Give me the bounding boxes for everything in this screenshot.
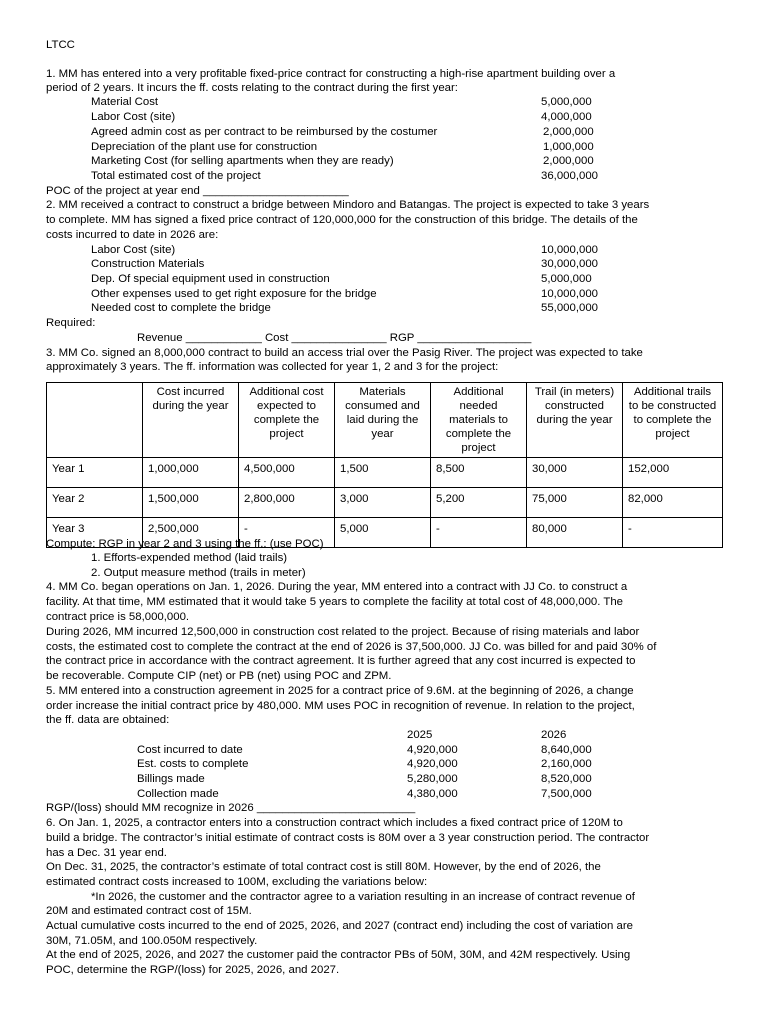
table-cell: 1,000,000 (143, 458, 239, 488)
q1-item-amount: 36,000,000 (541, 170, 599, 182)
table-cell: 2,800,000 (239, 488, 335, 518)
q6-line: 20M and estimated contract cost of 15M. (46, 905, 252, 917)
q6-line: 30M, 71.05M, and 100.050M respectively. (46, 935, 258, 947)
table-header-row (47, 383, 723, 458)
q4-line: 4. MM Co. began operations on Jan. 1, 2026. During the year, MM entered into a contract with JJ Co. to construct a (46, 581, 628, 593)
q2-intro-line: costs incurred to date in 2026 are: (46, 229, 219, 241)
q2-required-label: Required: (46, 317, 96, 329)
q1-item-label: Total estimated cost of the project (91, 170, 261, 182)
table-cell: 80,000 (527, 518, 623, 548)
q2-item-label: Other expenses used to get right exposure for the bridge (91, 288, 377, 300)
q1-item-amount: 4,000,000 (541, 111, 592, 123)
q2-answer-line: Revenue ____________ Cost _______________ RGP __________________ (137, 332, 532, 344)
q5-row-label: Billings made (137, 773, 205, 785)
q5-line: the ff. data are obtained: (46, 714, 170, 726)
q4-line: costs, the estimated cost to complete the contract at the end of 2026 is 37,500,000. JJ Co. was billed for and paid 30% of (46, 641, 657, 653)
q5-line: order increase the initial contract price by 480,000. MM uses POC in recognition of revenue. In relation to the project, (46, 700, 635, 712)
table-cell: 2,500,000 (143, 518, 239, 548)
q5-year-header: 2026 (541, 729, 567, 741)
q1-item-label: Marketing Cost (for selling apartments when they are ready) (91, 155, 394, 167)
q5-row-value: 4,380,000 (407, 788, 458, 800)
q1-question: POC of the project at year end _______________________ (46, 185, 349, 197)
q4-line: contract price is 58,000,000. (46, 611, 190, 623)
q6-line: Actual cumulative costs incurred to the end of 2025, 2026, and 2027 (contract end) including the cost of variation are (46, 920, 633, 932)
q5-year-header: 2025 (407, 729, 433, 741)
table-row (47, 488, 723, 518)
q2-item-label: Construction Materials (91, 258, 205, 270)
table-cell: - (623, 518, 723, 548)
q5-question: RGP/(loss) should MM recognize in 2026 _________________________ (46, 802, 416, 814)
q5-row-value: 2,160,000 (541, 758, 592, 770)
q4-line: facility. At that time, MM estimated that it would take 5 years to complete the facility at total cost of 48,000,000. The (46, 596, 623, 608)
table-cell: 5,000 (335, 518, 431, 548)
table-header-cell: Cost incurred during the year (143, 383, 239, 458)
q5-row-value: 4,920,000 (407, 744, 458, 756)
q5-row-label: Cost incurred to date (137, 744, 243, 756)
q5-line: 5. MM entered into a construction agreement in 2025 for a contract price of 9.6M. at the beginning of 2026, a change (46, 685, 634, 697)
q6-line: POC, determine the RGP/(loss) for 2025, 2026, and 2027. (46, 964, 340, 976)
q5-row-label: Collection made (137, 788, 219, 800)
q3-method-item: 2. Output measure method (trails in meter) (91, 567, 306, 579)
table-cell: - (431, 518, 527, 548)
table-header-cell (47, 383, 143, 458)
q5-row-label: Est. costs to complete (137, 758, 249, 770)
q5-row-value: 4,920,000 (407, 758, 458, 770)
q1-item-label: Agreed admin cost as per contract to be reimbursed by the costumer (91, 126, 438, 138)
q2-intro-line: to complete. MM has signed a fixed price contract of 120,000,000 for the construction of this bridge. The details of the (46, 214, 638, 226)
q5-row-value: 8,520,000 (541, 773, 592, 785)
q1-item-amount: 2,000,000 (543, 126, 594, 138)
q2-item-amount: 10,000,000 (541, 244, 599, 256)
q4-line: During 2026, MM incurred 12,500,000 in construction cost related to the project. Because of rising materials and labor (46, 626, 640, 638)
q1-item-amount: 2,000,000 (543, 155, 594, 167)
q1-item-amount: 1,000,000 (543, 141, 594, 153)
table-cell: 30,000 (527, 458, 623, 488)
q1-item-label: Material Cost (91, 96, 159, 108)
q2-item-amount: 10,000,000 (541, 288, 599, 300)
q6-line: build a bridge. The contractor’s initial estimate of contract costs is 80M over a 3 year construction period. The contractor (46, 832, 650, 844)
q6-line: At the end of 2025, 2026, and 2027 the customer paid the contractor PBs of 50M, 30M, and 42M respectively. Using (46, 949, 631, 961)
q6-line: *In 2026, the customer and the contractor agree to a variation resulting in an increase of contract revenue of (91, 891, 635, 903)
q1-item-amount: 5,000,000 (541, 96, 592, 108)
q1-intro-line: 1. MM has entered into a very profitable fixed-price contract for constructing a high-rise apartment building over a (46, 68, 616, 80)
table-cell: 5,200 (431, 488, 527, 518)
table-cell: Year 3 (47, 518, 143, 548)
q1-item-label: Labor Cost (site) (91, 111, 176, 123)
table-header-cell: Trail (in meters) constructed during the year (527, 383, 623, 458)
table-cell: 8,500 (431, 458, 527, 488)
q2-item-amount: 30,000,000 (541, 258, 599, 270)
table-cell: 1,500,000 (143, 488, 239, 518)
q5-row-value: 8,640,000 (541, 744, 592, 756)
table-header-cell: Additional trails to be constructed to complete the project (623, 383, 723, 458)
table-cell: Year 1 (47, 458, 143, 488)
q5-row-value: 7,500,000 (541, 788, 592, 800)
table-header-cell: Materials consumed and laid during the year (335, 383, 431, 458)
q1-item-label: Depreciation of the plant use for construction (91, 141, 318, 153)
q4-line: the contract price in accordance with the contract agreement. It is further agreed that any cost incurred is expected to (46, 655, 636, 667)
table-cell: 82,000 (623, 488, 723, 518)
q1-intro-line: period of 2 years. It incurs the ff. costs relating to the contract during the first year: (46, 82, 458, 94)
q2-item-label: Needed cost to complete the bridge (91, 302, 271, 314)
table-cell: - (239, 518, 335, 548)
q2-intro-line: 2. MM received a contract to construct a bridge between Mindoro and Batangas. The project is expected to take 3 years (46, 199, 650, 211)
table-cell: 152,000 (623, 458, 723, 488)
table-cell: Year 2 (47, 488, 143, 518)
table-cell: 3,000 (335, 488, 431, 518)
q2-item-amount: 55,000,000 (541, 302, 599, 314)
q3-intro-line: 3. MM Co. signed an 8,000,000 contract to build an access trial over the Pasig River. The project was expected to take (46, 347, 643, 359)
document-header: LTCC (46, 39, 75, 51)
q3-compute-line: Compute: RGP in year 2 and 3 using the ff.: (use POC) (46, 538, 324, 550)
table-cell: 1,500 (335, 458, 431, 488)
table-cell: 4,500,000 (239, 458, 335, 488)
table-header-cell: Additional needed materials to complete the project (431, 383, 527, 458)
q6-line: On Dec. 31, 2025, the contractor’s estimate of total contract cost is still 80M. However, by the end of 2026, the (46, 861, 601, 873)
q6-line: 6. On Jan. 1, 2025, a contractor enters into a construction contract which includes a fixed contract price of 120M to (46, 817, 623, 829)
q3-intro-line: approximately 3 years. The ff. information was collected for year 1, 2 and 3 for the project: (46, 361, 499, 373)
table-row (47, 458, 723, 488)
q2-item-amount: 5,000,000 (541, 273, 592, 285)
q3-method-item: 1. Efforts-expended method (laid trails) (91, 552, 288, 564)
q2-item-label: Labor Cost (site) (91, 244, 176, 256)
q2-item-label: Dep. Of special equipment used in construction (91, 273, 330, 285)
q6-line: estimated contract costs increased to 100M, excluding the variations below: (46, 876, 428, 888)
q6-line: has a Dec. 31 year end. (46, 847, 167, 859)
q4-line: be recoverable. Compute CIP (net) or PB (net) using POC and ZPM. (46, 670, 392, 682)
table-header-cell: Additional cost expected to complete the project (239, 383, 335, 458)
q5-row-value: 5,280,000 (407, 773, 458, 785)
q3-data-table (46, 382, 723, 548)
table-cell: 75,000 (527, 488, 623, 518)
